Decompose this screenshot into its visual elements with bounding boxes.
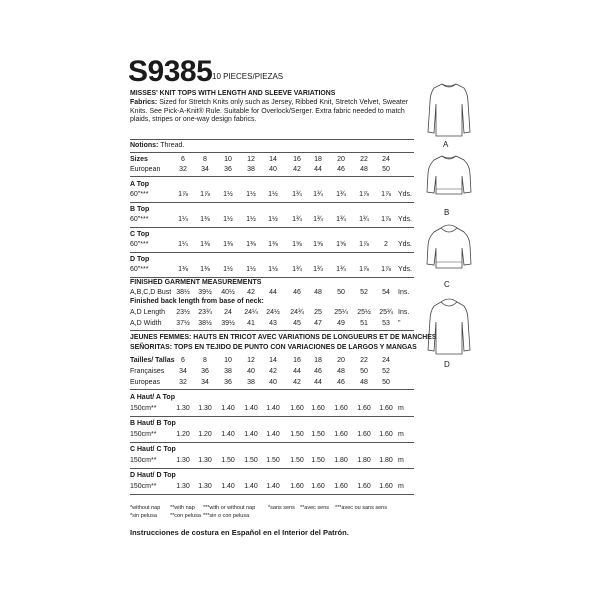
fabrics-label: Fabrics: bbox=[130, 99, 158, 106]
cell: 1.40 bbox=[266, 431, 280, 438]
cell: 36 bbox=[224, 379, 232, 386]
cell: 1⅞ bbox=[381, 266, 391, 273]
cell: 1½ bbox=[268, 266, 278, 273]
footnote-es-3: ***sin o con pelusa bbox=[203, 513, 250, 519]
cell: 14 bbox=[269, 357, 277, 364]
cell: 1.30 bbox=[176, 483, 190, 490]
cell: 1.60 bbox=[334, 405, 348, 412]
cell: 40 bbox=[269, 166, 277, 173]
cell: 22 bbox=[360, 357, 368, 364]
cell: 1½ bbox=[223, 266, 233, 273]
cell: 1.60 bbox=[334, 431, 348, 438]
cell: 1.60 bbox=[357, 405, 371, 412]
cell: 1.40 bbox=[266, 483, 280, 490]
cell: 42 bbox=[247, 289, 255, 296]
cell: 40½ bbox=[221, 289, 235, 296]
cell: 48 bbox=[337, 368, 345, 375]
cell: 1⅜ bbox=[200, 216, 210, 223]
cell: 1¼ bbox=[178, 216, 188, 223]
cell: 1¾ bbox=[336, 191, 346, 198]
cell: 1.60 bbox=[311, 405, 325, 412]
cell: 1¾ bbox=[313, 266, 323, 273]
pattern-number: S9385 bbox=[128, 55, 213, 88]
divider bbox=[130, 468, 414, 469]
cell: 1½ bbox=[246, 216, 256, 223]
cell: 24¼ bbox=[244, 309, 258, 316]
row-label: 150cm** bbox=[130, 483, 157, 490]
cell: 1½ bbox=[223, 191, 233, 198]
row-label: European bbox=[130, 166, 161, 173]
cell: 1.50 bbox=[266, 457, 280, 464]
cell: 50 bbox=[337, 289, 345, 296]
view-c-illustration bbox=[424, 222, 474, 282]
footnote-en-1: *without nap bbox=[130, 505, 161, 511]
footnote-en-2: **with nap bbox=[170, 505, 195, 511]
view-d-illustration bbox=[424, 296, 474, 363]
cell: 1⅞ bbox=[359, 266, 369, 273]
cell: 38 bbox=[224, 368, 232, 375]
cell: 1.20 bbox=[176, 431, 190, 438]
row-label: 60"*** bbox=[130, 191, 149, 198]
cell: 46 bbox=[293, 289, 301, 296]
row-label: 60"*** bbox=[130, 266, 149, 273]
cell: 25¼ bbox=[334, 309, 348, 316]
cell: 1.50 bbox=[311, 431, 325, 438]
cell: 10 bbox=[224, 357, 232, 364]
cell: 1½ bbox=[246, 191, 256, 198]
cell: 37½ bbox=[176, 320, 190, 327]
cell: 2 bbox=[384, 241, 388, 248]
cell: 50 bbox=[360, 368, 368, 375]
cell: 40 bbox=[247, 368, 255, 375]
divider bbox=[130, 494, 414, 495]
cell: 1.60 bbox=[357, 483, 371, 490]
cell: 43 bbox=[269, 320, 277, 327]
cell: 16 bbox=[293, 156, 301, 163]
cell: 34 bbox=[179, 368, 187, 375]
cell: 16 bbox=[293, 357, 301, 364]
cell: 1⅞ bbox=[200, 191, 210, 198]
cell: 1.50 bbox=[290, 431, 304, 438]
row-label: A,D Length bbox=[130, 309, 166, 316]
unit: Yds. bbox=[398, 266, 413, 273]
cell: 1½ bbox=[246, 266, 256, 273]
cell: 38 bbox=[247, 166, 255, 173]
cell: 8 bbox=[203, 156, 207, 163]
cell: 1⅜ bbox=[200, 241, 210, 248]
footnote-es-1: *sin pelusa bbox=[130, 513, 157, 519]
cell: 10 bbox=[224, 156, 232, 163]
cell: 1⅜ bbox=[178, 266, 188, 273]
cell: 14 bbox=[269, 156, 277, 163]
cell: 1.60 bbox=[311, 483, 325, 490]
cell: 20 bbox=[337, 156, 345, 163]
pieces-count: 10 PIECES/PIEZAS bbox=[212, 72, 284, 81]
row-label: D Top bbox=[130, 256, 150, 263]
cell: 38½ bbox=[198, 320, 212, 327]
cell: 1⅝ bbox=[292, 241, 302, 248]
cell: 6 bbox=[181, 357, 185, 364]
divider bbox=[130, 442, 414, 443]
unit: Ins. bbox=[398, 289, 410, 296]
cell: 1.40 bbox=[266, 405, 280, 412]
row-label: B Haut/ B Top bbox=[130, 420, 176, 427]
cell: 36 bbox=[224, 166, 232, 173]
cell: 8 bbox=[203, 357, 207, 364]
cell: 1.30 bbox=[198, 457, 212, 464]
cell: 49 bbox=[337, 320, 345, 327]
cell: 1⅜ bbox=[223, 241, 233, 248]
cell: 1.80 bbox=[334, 457, 348, 464]
row-label: Françaises bbox=[130, 368, 165, 375]
cell: 18 bbox=[314, 357, 322, 364]
cell: 1¾ bbox=[292, 191, 302, 198]
row-label: A,D Width bbox=[130, 320, 162, 327]
unit: m bbox=[398, 405, 404, 412]
cell: 42 bbox=[269, 368, 277, 375]
row-label: D Haut/ D Top bbox=[130, 472, 176, 479]
cell: 24 bbox=[382, 156, 390, 163]
view-a-illustration bbox=[424, 80, 474, 145]
cell: 23¾ bbox=[198, 309, 212, 316]
cell: 46 bbox=[314, 368, 322, 375]
cell: 38½ bbox=[176, 289, 190, 296]
cell: 44 bbox=[314, 379, 322, 386]
cell: 23½ bbox=[176, 309, 190, 316]
cell: 1.40 bbox=[221, 405, 235, 412]
divider bbox=[130, 176, 414, 177]
view-d-label: D bbox=[444, 360, 450, 369]
cell: 51 bbox=[360, 320, 368, 327]
unit: Yds. bbox=[398, 241, 413, 248]
cell: 50 bbox=[382, 379, 390, 386]
cell: 1½ bbox=[268, 216, 278, 223]
cell: 1.60 bbox=[290, 405, 304, 412]
row-label: FINISHED GARMENT MEASUREMENTS bbox=[130, 279, 262, 286]
cell: 1¾ bbox=[292, 216, 302, 223]
cell: 42 bbox=[293, 166, 301, 173]
row-label: C Haut/ C Top bbox=[130, 446, 176, 453]
cell: 24 bbox=[382, 357, 390, 364]
cell: 24½ bbox=[266, 309, 280, 316]
cell: 1.50 bbox=[311, 457, 325, 464]
footnote-es-2: **con pelusa bbox=[170, 513, 201, 519]
cell: 1.40 bbox=[221, 483, 235, 490]
cell: 39½ bbox=[198, 289, 212, 296]
cell: 1⅞ bbox=[178, 191, 188, 198]
notions-text bbox=[130, 142, 420, 151]
unit: Ins. bbox=[398, 309, 410, 316]
divider bbox=[130, 202, 414, 203]
cell: 44 bbox=[269, 289, 277, 296]
spanish-instructions-note: Instrucciones de costura en Español en el Interior del Patrón. bbox=[130, 528, 349, 537]
fabrics-body: Sized for Stretch Knits only such as Jersey, Ribbed Knit, Stretch Velvet, Sweater Knits. See Pick-A-Knit® Rule. Suitable for Overlock/Serger. Extra fabric needed to match plaids, stripes or one-way design fabrics. bbox=[130, 99, 409, 124]
cell: 1¾ bbox=[336, 266, 346, 273]
cell: 1.30 bbox=[198, 405, 212, 412]
cell: 1⅝ bbox=[336, 241, 346, 248]
cell: 1.40 bbox=[221, 431, 235, 438]
row-label: Tailles/ Tallas bbox=[130, 357, 175, 364]
row-label: A Haut/ A Top bbox=[130, 394, 175, 401]
cell: 1.40 bbox=[244, 483, 258, 490]
cell: 42 bbox=[293, 379, 301, 386]
row-label: 60"*** bbox=[130, 216, 149, 223]
divider bbox=[130, 389, 414, 390]
row-label: A Top bbox=[130, 181, 150, 188]
cell: 1⅞ bbox=[381, 191, 391, 198]
cell: 1.50 bbox=[244, 457, 258, 464]
cell: 32 bbox=[179, 379, 187, 386]
cell: 45 bbox=[293, 320, 301, 327]
cell: 1¾ bbox=[313, 191, 323, 198]
cell: 1¾ bbox=[313, 216, 323, 223]
cell: 34 bbox=[201, 166, 209, 173]
cell: 52 bbox=[382, 368, 390, 375]
cell: 1½ bbox=[223, 216, 233, 223]
cell: 1.30 bbox=[176, 405, 190, 412]
cell: 46 bbox=[337, 379, 345, 386]
cell: 22 bbox=[360, 156, 368, 163]
cell: 50 bbox=[382, 166, 390, 173]
cell: 1⅞ bbox=[381, 216, 391, 223]
unit: Yds. bbox=[398, 216, 413, 223]
divider bbox=[130, 252, 414, 253]
cell: 18 bbox=[314, 156, 322, 163]
unit: m bbox=[398, 431, 404, 438]
footnote-en-3: ***with or without nap bbox=[203, 505, 256, 511]
notions-body: Thread. bbox=[160, 142, 185, 149]
cell: 1.20 bbox=[198, 431, 212, 438]
cell: 1.60 bbox=[290, 483, 304, 490]
cell: 24 bbox=[224, 309, 232, 316]
cell: 24¾ bbox=[290, 309, 304, 316]
row-label: C Top bbox=[130, 231, 150, 238]
pattern-title: MISSES' KNIT TOPS WITH LENGTH AND SLEEVE VARIATIONS bbox=[130, 88, 336, 97]
cell: 39½ bbox=[221, 320, 235, 327]
cell: 12 bbox=[247, 357, 255, 364]
unit: " bbox=[398, 320, 401, 327]
footnote-fr-2: **avec sens bbox=[300, 505, 330, 511]
cell: 1⅝ bbox=[313, 241, 323, 248]
spanish-title: SEÑORITAS: TOPS EN TEJIDO DE PUNTO CON VARIACIONES DE LARGOS Y MANGAS bbox=[130, 342, 417, 351]
cell: 40 bbox=[269, 379, 277, 386]
row-label: 150cm** bbox=[130, 431, 157, 438]
cell: 25¾ bbox=[379, 309, 393, 316]
row-label: B Top bbox=[130, 206, 150, 213]
cell: 52 bbox=[360, 289, 368, 296]
unit: m bbox=[398, 457, 404, 464]
cell: 1.50 bbox=[221, 457, 235, 464]
unit: Yds. bbox=[398, 191, 413, 198]
cell: 1.40 bbox=[244, 405, 258, 412]
cell: 1.80 bbox=[379, 457, 393, 464]
row-label: Sizes bbox=[130, 156, 148, 163]
cell: 25½ bbox=[357, 309, 371, 316]
notions-label: Notions: bbox=[130, 142, 159, 149]
divider bbox=[130, 416, 414, 417]
view-c-label: C bbox=[444, 280, 450, 289]
cell: 6 bbox=[181, 156, 185, 163]
cell: 32 bbox=[179, 166, 187, 173]
cell: 1½ bbox=[268, 191, 278, 198]
cell: 1.60 bbox=[334, 483, 348, 490]
cell: 1⅜ bbox=[200, 266, 210, 273]
cell: 38 bbox=[247, 379, 255, 386]
cell: 1⅜ bbox=[268, 241, 278, 248]
view-b-label: B bbox=[444, 208, 450, 217]
row-label: 150cm** bbox=[130, 457, 157, 464]
cell: 1.60 bbox=[379, 405, 393, 412]
fabrics-text bbox=[130, 99, 420, 125]
cell: 1.60 bbox=[379, 431, 393, 438]
cell: 41 bbox=[247, 320, 255, 327]
row-label: 60"*** bbox=[130, 241, 149, 248]
cell: 48 bbox=[314, 289, 322, 296]
divider bbox=[130, 227, 414, 228]
cell: 1⅞ bbox=[359, 241, 369, 248]
cell: 44 bbox=[293, 368, 301, 375]
cell: 1¾ bbox=[292, 266, 302, 273]
footnote-fr-3: ***avec ou sans sens bbox=[335, 505, 387, 511]
cell: 53 bbox=[382, 320, 390, 327]
row-label: Finished back length from base of neck: bbox=[130, 298, 264, 305]
cell: 34 bbox=[201, 379, 209, 386]
cell: 1.60 bbox=[379, 483, 393, 490]
cell: 1.80 bbox=[357, 457, 371, 464]
cell: 48 bbox=[360, 166, 368, 173]
cell: 1.60 bbox=[357, 431, 371, 438]
cell: 47 bbox=[314, 320, 322, 327]
cell: 36 bbox=[201, 368, 209, 375]
row-label: 150cm** bbox=[130, 405, 157, 412]
row-label: A,B,C,D Bust bbox=[130, 289, 172, 296]
view-b-illustration bbox=[424, 152, 474, 212]
footnote-fr-1: *sans sens bbox=[268, 505, 295, 511]
cell: 1.40 bbox=[244, 431, 258, 438]
cell: 25 bbox=[314, 309, 322, 316]
french-title: JEUNES FEMMES: HAUTS EN TRICOT AVEC VARIATIONS DE LONGUEURS ET DE MANCHES bbox=[130, 332, 437, 341]
cell: 1¾ bbox=[359, 216, 369, 223]
cell: 44 bbox=[314, 166, 322, 173]
cell: 20 bbox=[337, 357, 345, 364]
divider bbox=[130, 330, 414, 331]
view-a-label: A bbox=[443, 140, 449, 149]
cell: 1⅜ bbox=[246, 241, 256, 248]
cell: 1.30 bbox=[198, 483, 212, 490]
cell: 1.30 bbox=[176, 457, 190, 464]
unit: m bbox=[398, 483, 404, 490]
cell: 1¼ bbox=[178, 241, 188, 248]
row-label: Europeas bbox=[130, 379, 160, 386]
cell: 46 bbox=[337, 166, 345, 173]
cell: 48 bbox=[360, 379, 368, 386]
cell: 1.50 bbox=[290, 457, 304, 464]
cell: 54 bbox=[382, 289, 390, 296]
cell: 1¾ bbox=[336, 216, 346, 223]
cell: 1⅞ bbox=[359, 191, 369, 198]
cell: 12 bbox=[247, 156, 255, 163]
